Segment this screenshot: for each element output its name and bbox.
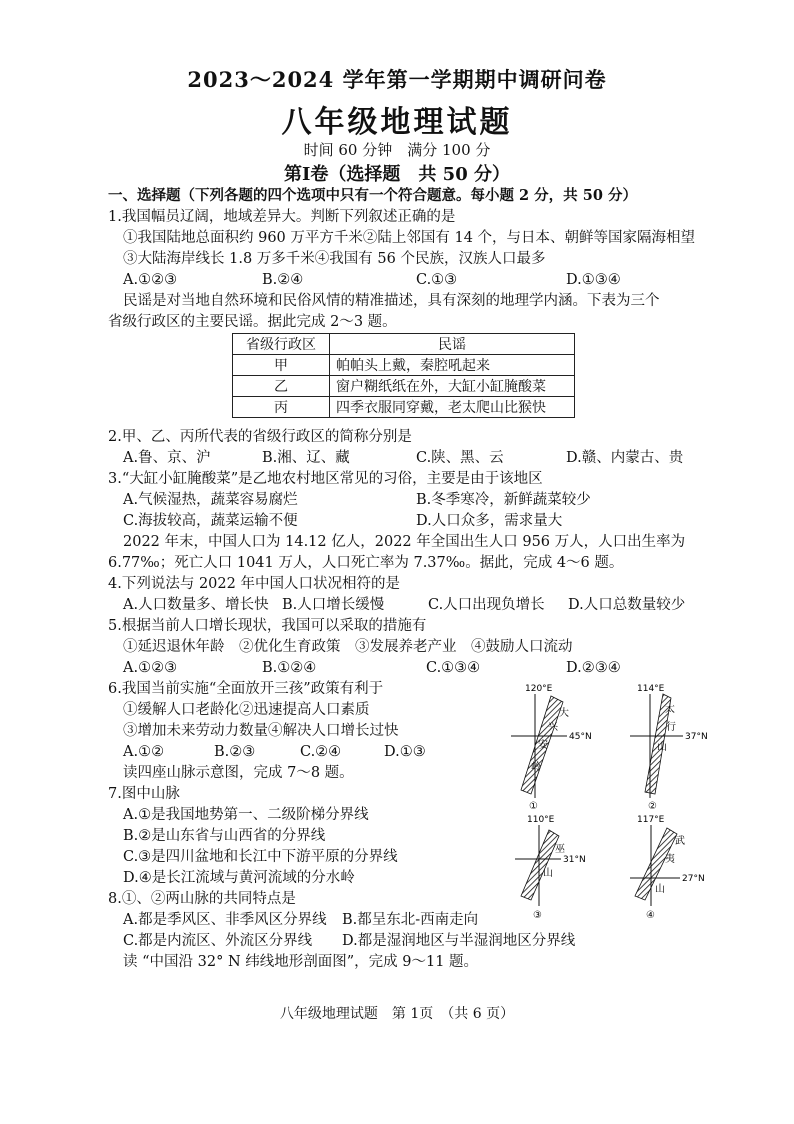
q8-option-c: C.都是内流区、外流区分界线 [123, 933, 313, 949]
mountain-4-latitude: 27°N [682, 874, 705, 884]
folk-song-table [232, 333, 575, 418]
q1-option-a: A.①②③ [123, 272, 178, 288]
q5-option-c: C.①③④ [426, 660, 481, 676]
mountain-2-taihang [630, 684, 708, 812]
q4-stem: 4.下列说法与 2022 年中国人口状况相符的是 [108, 576, 400, 592]
mountain-1-label-char: 兴 [548, 722, 558, 733]
q2-stem: 2.甲、乙、丙所代表的省级行政区的简称分别是 [108, 429, 412, 445]
q8-option-a: A.都是季风区、非季风区分界线 [123, 912, 327, 928]
q6-option-a: A.①② [123, 744, 165, 760]
mountain-3-label-char: 巫 [555, 844, 565, 855]
q7-option-b: B.②是山东省与山西省的分界线 [123, 828, 326, 844]
intro-7-8: 读四座山脉示意图，完成 7～8 题。 [123, 765, 354, 781]
intro-9-11: 读 “中国沿 32° N 纬线地形剖面图”，完成 9～11 题。 [123, 954, 479, 970]
exam-title: 2023～2024 学年第一学期期中调研问卷 [187, 67, 607, 92]
mountain-2-latitude: 37°N [685, 732, 708, 742]
mountain-4-wuyi [630, 815, 705, 921]
table-row [233, 397, 575, 418]
q7-stem: 7.图中山脉 [108, 786, 180, 802]
mountain-1-label-char: 岭 [531, 762, 541, 773]
q7-option-d: D.④是长江流域与黄河流域的分水岭 [123, 870, 355, 886]
q3-option-c: C.海拔较高，蔬菜运输不便 [123, 513, 298, 529]
mountain-4-label-char: 夷 [665, 854, 675, 865]
q7-option-c: C.③是四川盆地和长江中下游平原的分界线 [123, 849, 398, 865]
q3-option-b: B.冬季寒冷，新鲜蔬菜较少 [416, 492, 591, 508]
q5-line1: ①延迟退休年龄 ②优化生育政策 ③发展养老产业 ④鼓励人口流动 [123, 639, 573, 655]
q4-option-d: D.人口总数量较少 [568, 597, 686, 613]
table-header-song: 民谣 [330, 334, 575, 355]
q1-line2: ③大陆海岸线长 1.8 万多千米④我国有 56 个民族，汉族人口最多 [123, 251, 546, 267]
q6-option-c: C.②④ [300, 744, 342, 760]
q3-option-a: A.气候湿热，蔬菜容易腐烂 [123, 492, 298, 508]
mountain-3-wushan [515, 815, 586, 921]
volume-title: 第Ⅰ卷（选择题 共 50 分） [283, 164, 510, 185]
q2-option-b: B.湘、辽、藏 [262, 450, 350, 466]
q6-option-b: B.②③ [214, 744, 256, 760]
q1-line1: ①我国陆地总面积约 960 万平方千米②陆上邻国有 14 个，与日本、朝鲜等国家隔海相望 [123, 230, 696, 246]
mountain-4-number: ④ [646, 910, 655, 921]
table-cell-region: 乙 [233, 376, 330, 397]
q1-option-c: C.①③ [416, 272, 458, 288]
mountain-3-latitude: 31°N [563, 855, 586, 865]
mountain-2-label-char: 太 [665, 704, 675, 715]
mountain-1-greater-khingan [511, 684, 592, 812]
q1-stem: 1.我国幅员辽阔，地域差异大。判断下列叙述正确的是 [108, 209, 456, 225]
q3-stem: 3.“大缸小缸腌酸菜”是乙地农村地区常见的习俗，主要是由于该地区 [108, 471, 543, 487]
mountain-1-longitude: 120°E [525, 684, 553, 694]
mountain-3-longitude: 110°E [527, 815, 555, 825]
q5-option-b: B.①②④ [262, 660, 317, 676]
table-row [233, 376, 575, 397]
q8-stem: 8.①、②两山脉的共同特点是 [108, 891, 296, 907]
table-cell-song: 四季衣服同穿戴，老太爬山比猴快 [330, 397, 575, 418]
q1-option-d: D.①③④ [566, 272, 621, 288]
q6-line1: ①缓解人口老龄化②迅速提高人口素质 [123, 702, 370, 718]
q8-option-d: D.都是湿润地区与半湿润地区分界线 [342, 933, 576, 949]
q2-option-a: A.鲁、京、沪 [123, 450, 211, 466]
q5-option-d: D.②③④ [566, 660, 621, 676]
exam-info: 时间 60 分钟 满分 100 分 [303, 141, 491, 159]
table-header-row [233, 334, 575, 355]
q6-line2: ③增加未来劳动力数量④解决人口增长过快 [123, 723, 399, 739]
mountain-4-label-char: 山 [655, 884, 665, 895]
q5-stem: 5.根据当前人口增长现状，我国可以采取的措施有 [108, 618, 427, 634]
table-row [233, 355, 575, 376]
page-footer: 八年级地理试题 第 1页 （共 6 页） [279, 1006, 515, 1022]
mountain-3-number: ③ [533, 910, 542, 921]
q4-option-b: B.人口增长缓慢 [282, 597, 385, 613]
mountain-ranges-diagram [505, 678, 710, 923]
q2-option-d: D.赣、内蒙古、贵 [566, 450, 684, 466]
mountain-4-longitude: 117°E [637, 815, 665, 825]
intro-2-3-line2: 省级行政区的主要民谣。据此完成 2～3 题。 [108, 314, 397, 330]
intro-4-6-line1: 2022 年末，中国人口为 14.12 亿人，2022 年全国出生人口 956 万人，人口出生率为 [123, 534, 686, 550]
mountain-1-label-char: 大 [559, 708, 569, 719]
q4-option-a: A.人口数量多、增长快 [123, 597, 269, 613]
q6-option-d: D.①③ [384, 744, 426, 760]
mountain-1-number: ① [529, 801, 538, 812]
mountain-4-label-char: 武 [675, 836, 685, 847]
mountain-2-label-char: 行 [666, 722, 676, 733]
intro-2-3-line1: 民谣是对当地自然环境和民俗风情的精准描述，具有深刻的地理学内涵。下表为三个 [123, 293, 660, 309]
q6-stem: 6.我国当前实施“全面放开三孩”政策有利于 [108, 681, 384, 697]
mountain-1-label-char: 安 [538, 740, 548, 751]
table-cell-region: 丙 [233, 397, 330, 418]
section-heading: 一、选择题（下列各题的四个选项中只有一个符合题意。每小题 2 分，共 50 分） [108, 187, 637, 204]
table-cell-song: 窗户糊纸纸在外，大缸小缸腌酸菜 [330, 376, 575, 397]
mountain-3-label-char: 山 [543, 868, 553, 879]
q8-option-b: B.都呈东北-西南走向 [342, 912, 479, 928]
intro-4-6-line2: 6.77‰；死亡人口 1041 万人，人口死亡率为 7.37‰。据此，完成 4～6 题。 [108, 555, 624, 571]
mountain-2-longitude: 114°E [637, 684, 665, 694]
mountain-2-number: ② [648, 801, 657, 812]
table-cell-song: 帕帕头上戴，秦腔吼起来 [330, 355, 575, 376]
table-cell-region: 甲 [233, 355, 330, 376]
table-header-region: 省级行政区 [233, 334, 330, 355]
q5-option-a: A.①②③ [123, 660, 178, 676]
q4-option-c: C.人口出现负增长 [428, 597, 545, 613]
subject-title: 八年级地理试题 [281, 105, 513, 140]
q3-option-d: D.人口众多，需求量大 [416, 513, 563, 529]
mountain-1-latitude: 45°N [569, 732, 592, 742]
q1-option-b: B.②④ [262, 272, 304, 288]
mountain-2-label-char: 山 [657, 742, 667, 753]
q7-option-a: A.①是我国地势第一、二级阶梯分界线 [123, 807, 369, 823]
q2-option-c: C.陕、黑、云 [416, 450, 504, 466]
